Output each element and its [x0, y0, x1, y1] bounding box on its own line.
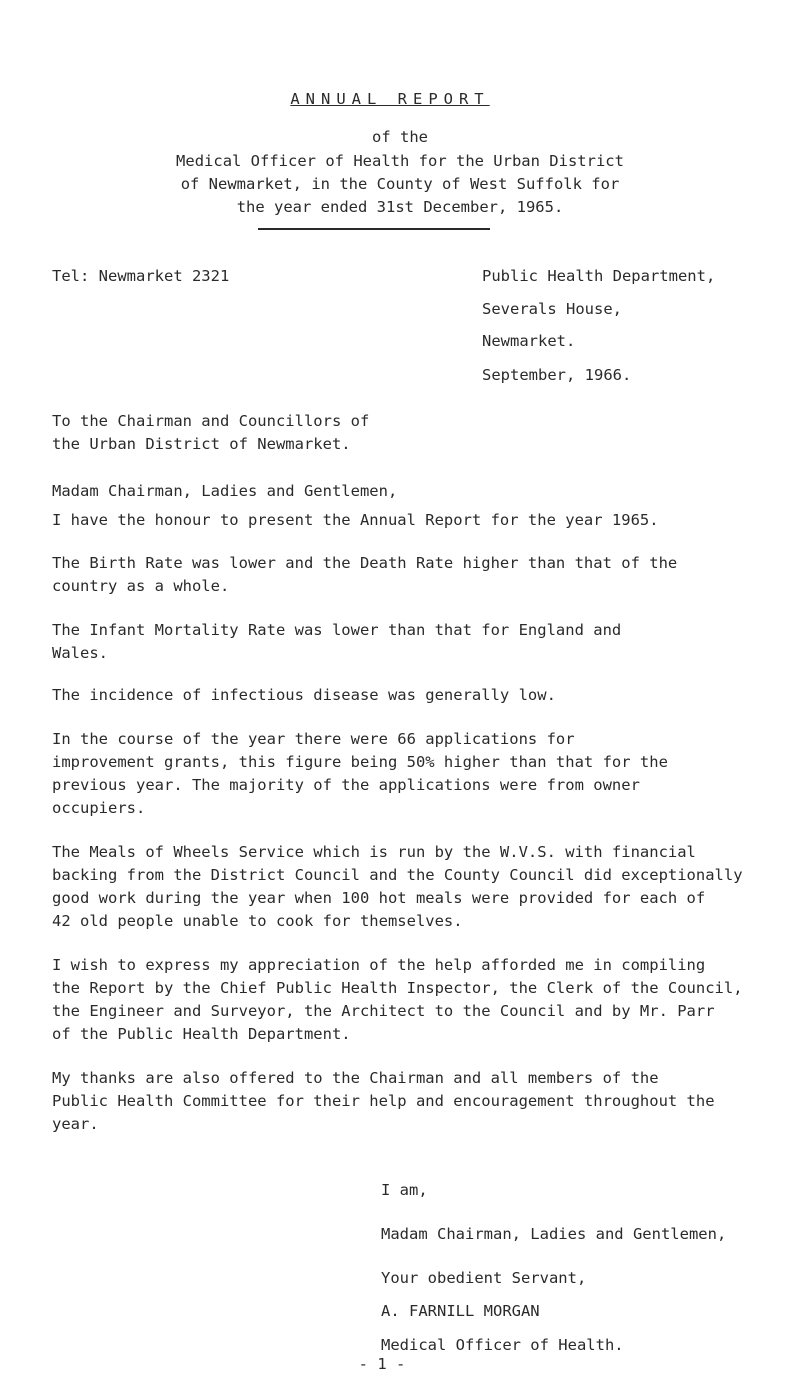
salutation: Madam Chairman, Ladies and Gentlemen,: [52, 482, 398, 500]
paragraph-7-line-4: of the Public Health Department.: [52, 1025, 351, 1043]
paragraph-8-line-1: My thanks are also offered to the Chairman and all members of the: [52, 1069, 659, 1087]
paragraph-7-line-1: I wish to express my appreciation of the help afforded me in compiling: [52, 956, 706, 974]
paragraph-3-line-2: Wales.: [52, 644, 108, 662]
subtitle-line-4: the year ended 31st December, 1965.: [236, 198, 564, 216]
paragraph-2-line-1: The Birth Rate was lower and the Death Rate higher than that of the: [52, 554, 678, 572]
paragraph-6-line-3: good work during the year when 100 hot meals were provided for each of: [52, 889, 706, 907]
subtitle-line-2: Medical Officer of Health for the Urban District: [176, 152, 624, 170]
address-line-2: Severals House,: [482, 300, 622, 318]
signatory-name: A. FARNILL MORGAN: [381, 1302, 540, 1320]
signatory-title: Medical Officer of Health.: [381, 1336, 624, 1354]
paragraph-8-line-3: year.: [52, 1115, 99, 1133]
paragraph-7-line-2: the Report by the Chief Public Health Inspector, the Clerk of the Council,: [52, 979, 743, 997]
addressee-line-2: the Urban District of Newmarket.: [52, 435, 351, 453]
title-divider: [258, 228, 490, 230]
paragraph-7-line-3: the Engineer and Surveyor, the Architect to the Council and by Mr. Parr: [52, 1002, 715, 1020]
paragraph-6-line-4: 42 old people unable to cook for themselves.: [52, 912, 463, 930]
letter-date: September, 1966.: [482, 366, 632, 384]
page-number: - 1 -: [358, 1355, 406, 1373]
paragraph-4: The incidence of infectious disease was generally low.: [52, 686, 556, 704]
paragraph-5-line-3: previous year. The majority of the applications were from owner: [52, 776, 640, 794]
paragraph-5-line-1: In the course of the year there were 66 applications for: [52, 730, 575, 748]
closing-i-am: I am,: [381, 1181, 428, 1199]
paragraph-6-line-2: backing from the District Council and the County Council did exceptionally: [52, 866, 743, 884]
paragraph-3-line-1: The Infant Mortality Rate was lower than that for England and: [52, 621, 622, 639]
paragraph-2-line-2: country as a whole.: [52, 577, 230, 595]
paragraph-6-line-1: The Meals of Wheels Service which is run by the W.V.S. with financial: [52, 843, 696, 861]
paragraph-1: I have the honour to present the Annual Report for the year 1965.: [52, 511, 659, 529]
report-title: ANNUAL REPORT: [290, 90, 490, 108]
subtitle-line-1: of the: [372, 128, 428, 146]
address-line-1: Public Health Department,: [482, 267, 716, 285]
telephone-number: Tel: Newmarket 2321: [52, 267, 230, 285]
paragraph-8-line-2: Public Health Committee for their help and encouragement throughout the: [52, 1092, 715, 1110]
paragraph-5-line-2: improvement grants, this figure being 50% higher than that for the: [52, 753, 668, 771]
address-line-3: Newmarket.: [482, 332, 576, 350]
subtitle-line-3: of Newmarket, in the County of West Suffolk for: [180, 175, 620, 193]
addressee-line-1: To the Chairman and Councillors of: [52, 412, 370, 430]
closing-salutation: Madam Chairman, Ladies and Gentlemen,: [381, 1225, 727, 1243]
paragraph-5-line-4: occupiers.: [52, 799, 146, 817]
closing-obedient-servant: Your obedient Servant,: [381, 1269, 587, 1287]
